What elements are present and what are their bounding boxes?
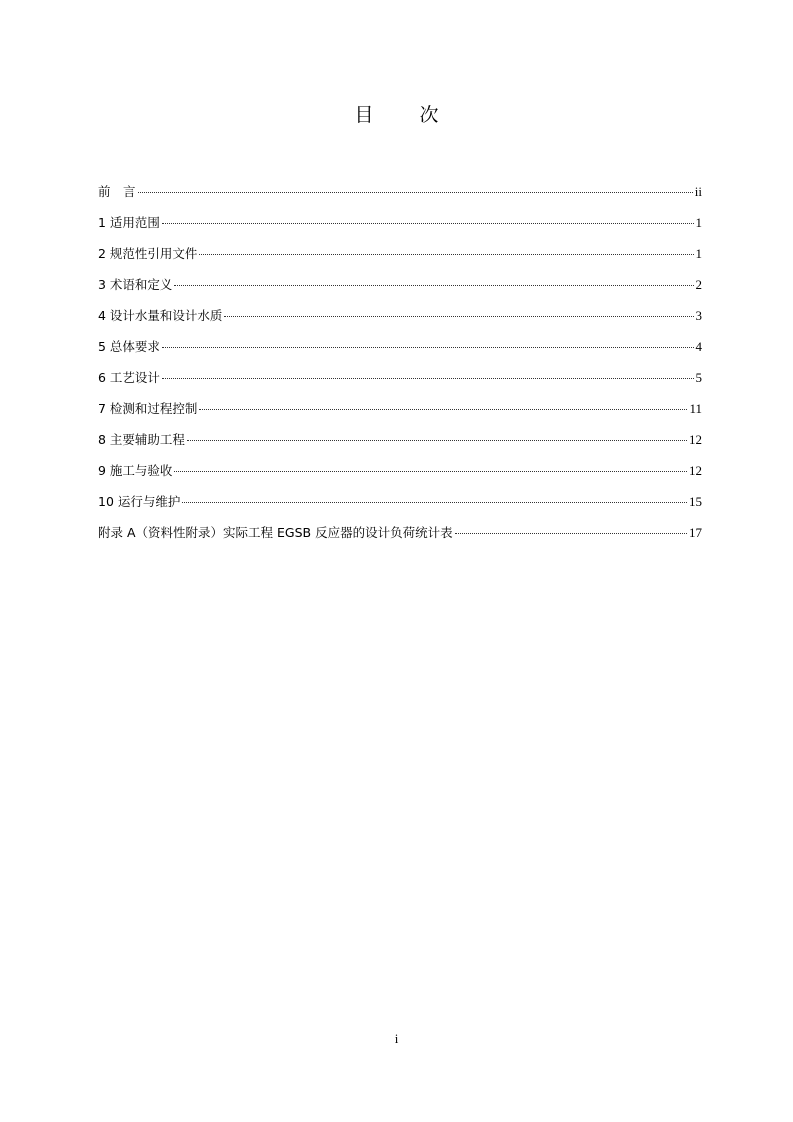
toc-entry-label: 4 设计水量和设计水质 — [98, 308, 223, 323]
toc-entry-page: 3 — [695, 308, 702, 323]
toc-entry-label: 前 言 — [98, 184, 136, 199]
toc-entry-design-flow-quality[interactable] — [98, 306, 702, 337]
toc-entry-process-design[interactable] — [98, 368, 702, 399]
page-title: 目 次 — [354, 104, 459, 126]
toc-entry-label: 9 施工与验收 — [98, 463, 173, 478]
toc-entry-label: 7 检测和过程控制 — [98, 401, 198, 416]
toc-entry-scope[interactable] — [98, 213, 702, 244]
page-number: i — [394, 1031, 399, 1046]
toc-dot-leader — [182, 502, 687, 503]
toc-dot-leader — [174, 471, 687, 472]
toc-dot-leader — [162, 223, 694, 224]
toc-entry-page: 1 — [695, 215, 702, 230]
toc-entry-construction-acceptance[interactable] — [98, 461, 702, 492]
toc-entry-page: 15 — [689, 494, 702, 509]
toc-entry-monitoring-control[interactable] — [98, 399, 702, 430]
toc-entry-auxiliary-works[interactable] — [98, 430, 702, 461]
toc-entry-operation-maintenance[interactable] — [98, 492, 702, 523]
toc-entry-page: 12 — [689, 432, 702, 447]
toc-entry-label: 2 规范性引用文件 — [98, 246, 198, 261]
toc-entry-page: 5 — [695, 370, 702, 385]
toc-entry-page: 1 — [695, 246, 702, 261]
toc-dot-leader — [199, 409, 687, 410]
toc-entry-appendix-a[interactable] — [98, 523, 702, 554]
toc-entry-page: 11 — [689, 401, 702, 416]
toc-dot-leader — [162, 347, 694, 348]
toc-entry-terms-definitions[interactable] — [98, 275, 702, 306]
toc-dot-leader — [174, 285, 693, 286]
toc-entry-label: 5 总体要求 — [98, 339, 160, 354]
toc-entry-label: 10 运行与维护 — [98, 494, 181, 509]
toc-entry-label: 3 术语和定义 — [98, 277, 173, 292]
toc-entry-page: 17 — [689, 525, 702, 540]
toc-dot-leader — [224, 316, 693, 317]
table-of-contents — [98, 182, 702, 554]
toc-dot-leader — [199, 254, 693, 255]
toc-entry-general-requirements[interactable] — [98, 337, 702, 368]
toc-entry-page: 4 — [695, 339, 702, 354]
toc-dot-leader — [455, 533, 687, 534]
toc-entry-page: 12 — [689, 463, 702, 478]
toc-entry-label: 8 主要辅助工程 — [98, 432, 185, 447]
toc-entry-label: 1 适用范围 — [98, 215, 160, 230]
toc-entry-label: 附录 A（资料性附录）实际工程 EGSB 反应器的设计负荷统计表 — [98, 525, 453, 540]
toc-entry-page: 2 — [695, 277, 702, 292]
toc-entry-normative-references[interactable] — [98, 244, 702, 275]
toc-dot-leader — [138, 192, 693, 193]
toc-entry-label: 6 工艺设计 — [98, 370, 160, 385]
toc-entry-page: ii — [694, 184, 702, 199]
toc-entry-preface[interactable] — [98, 182, 702, 213]
toc-dot-leader — [187, 440, 687, 441]
toc-dot-leader — [162, 378, 694, 379]
